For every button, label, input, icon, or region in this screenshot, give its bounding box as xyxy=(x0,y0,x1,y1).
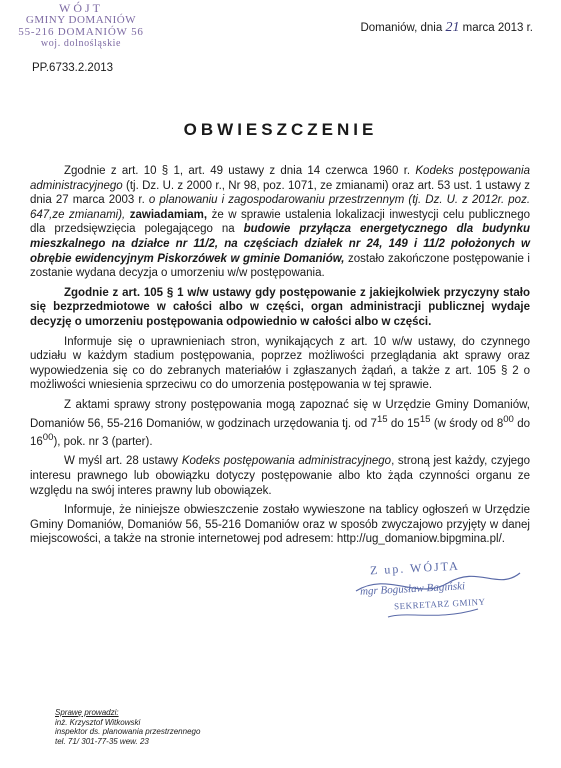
p1-italic-2: o planowaniu i zagospodarowaniu przestrzennym (tj. Dz. U. z 2012r. poz. 647,ze zmianami), xyxy=(30,194,531,221)
p2-bold: Zgodnie z art. 105 § 1 w/w ustawy gdy postępowanie z jakiejkolwiek przyczyny stało się bezprzedmiotowe w całości albo w części, organ administracji publicznej wydaje decyzję o umorzeniu postępowania odpowiednio w całości albo w części. xyxy=(30,286,530,328)
date-day: 21 xyxy=(445,20,460,35)
case-handler-info xyxy=(55,708,200,746)
stamp-line-1: WÓJT xyxy=(59,1,103,15)
stamp-line-2: GMINY DOMANIÓW xyxy=(25,14,137,26)
p4-sup-2: 15 xyxy=(419,413,431,425)
signature-block xyxy=(348,558,528,631)
p1-bold-1: zawiadamiam, xyxy=(129,208,208,221)
footer-name: inż. Krzysztof Witkowski xyxy=(55,717,141,727)
page-title: OBWIESZCZENIE xyxy=(183,120,378,139)
reference-number: PP.6733.2.2013 xyxy=(32,62,114,74)
paragraph-2 xyxy=(30,286,530,330)
office-stamp xyxy=(6,2,156,50)
p4-text-2: do 15 xyxy=(387,417,420,430)
paragraph-5 xyxy=(30,454,530,498)
signature-line-1: Z up. WÓJTA xyxy=(369,558,461,578)
p4-sup-1: 15 xyxy=(376,413,388,425)
p4-text-4: do 16 xyxy=(30,417,530,448)
p1-bold-italic: budowie przyłącza energetycznego dla budynku mieszkalnego na działce nr 11/2, na częściach działek nr 24, 149 i 11/2 położonych w obrębie ewidencyjnym Piskorzówek w gminie Domaniów, xyxy=(30,223,531,265)
p4-sup-4: 00 xyxy=(42,431,54,443)
p4-sup-3: 00 xyxy=(503,413,514,425)
p4-text-3: (w środy od 8 xyxy=(430,417,504,430)
document-date xyxy=(360,20,533,36)
signature-line-3: SEKRETARZ GMINY xyxy=(393,596,486,612)
p4-text-5: ), pok. nr 3 (parter). xyxy=(53,435,153,448)
p1-text-3: że w sprawie ustalenia lokalizacji inwestycji celu publicznego dla przedsięwzięcia polegającego na xyxy=(30,208,530,236)
paragraph-1 xyxy=(30,164,530,281)
p5-italic: Kodeks postępowania administracyjnego xyxy=(181,455,392,468)
p4-text-1: Z aktami sprawy strony postępowania mogą zapoznać się w Urzędzie Gminy Domaniów, Domaniów 56, 55-216 Domaniów, w godzinach urzędowania tj. od 7 xyxy=(30,398,530,430)
stamp-line-3: 55-216 DOMANIÓW 56 xyxy=(18,26,144,38)
paragraph-4 xyxy=(30,398,530,449)
p1-text-4: zostało zakończone postępowanie i zostanie wydana decyzja o umorzeniu w/w postępowania. xyxy=(30,252,530,280)
signature-line-2: mgr Bogusław Bagiński xyxy=(359,580,466,598)
stamp-line-4: woj. dolnośląskie xyxy=(40,38,122,49)
p1-italic-1: Kodeks postępowania administracyjnego xyxy=(30,165,530,192)
paragraph-3: Informuje się o uprawnieniach stron, wynikających z art. 10 w/w ustawy, do czynnego udziału w każdym stadium postępowania, poprzez możliwości przeglądania akt sprawy oraz wypowiedzenia się co do zebranych materiałów i zgłaszanych żądań, a także z art. 105 § 2 o możliwości wniesienia sprzeciwu co do umorzenia postępowania w tej sprawie. xyxy=(30,335,530,392)
footer-phone: tel. 71/ 301-77-35 wew. 23 xyxy=(55,736,149,746)
date-prefix: Domaniów, dnia xyxy=(360,22,443,34)
paragraph-6: Informuje, że niniejsze obwieszczenie zostało wywieszone na tablicy ogłoszeń w Urzędzie Gminy Domaniów, Domaniów 56, 55-216 Domaniów oraz w sposób zwyczajowo przyjęty w danej miejscowości, a także na stronie internetowej pod adresem: http://ug_domaniow.bipgmina.pl/. xyxy=(30,504,530,546)
document-body xyxy=(30,164,530,552)
p1-text-1: Zgodnie z art. 10 § 1, art. 49 ustawy z dnia 14 czerwca 1960 r. xyxy=(64,165,416,177)
date-suffix: marca 2013 r. xyxy=(462,22,533,34)
p1-text-2: (tj. Dz. U. z 2000 r., Nr 98, poz. 1071, ze zmianami) oraz art. 53 ust. 1 ustawy z dnia 27 marca 2003 r. xyxy=(30,179,530,207)
footer-label: Sprawę prowadzi: xyxy=(55,708,119,717)
p5-text-2: , stroną jest każdy, czyjego interesu prawnego lub obowiązku dotyczy postępowanie albo kto żąda czynności organu ze względu na swój interes prawny lub obowiązek. xyxy=(30,455,530,497)
p5-text-1: W myśl art. 28 ustawy xyxy=(64,455,182,468)
footer-role: inspektor ds. planowania przestrzennego xyxy=(55,727,201,737)
